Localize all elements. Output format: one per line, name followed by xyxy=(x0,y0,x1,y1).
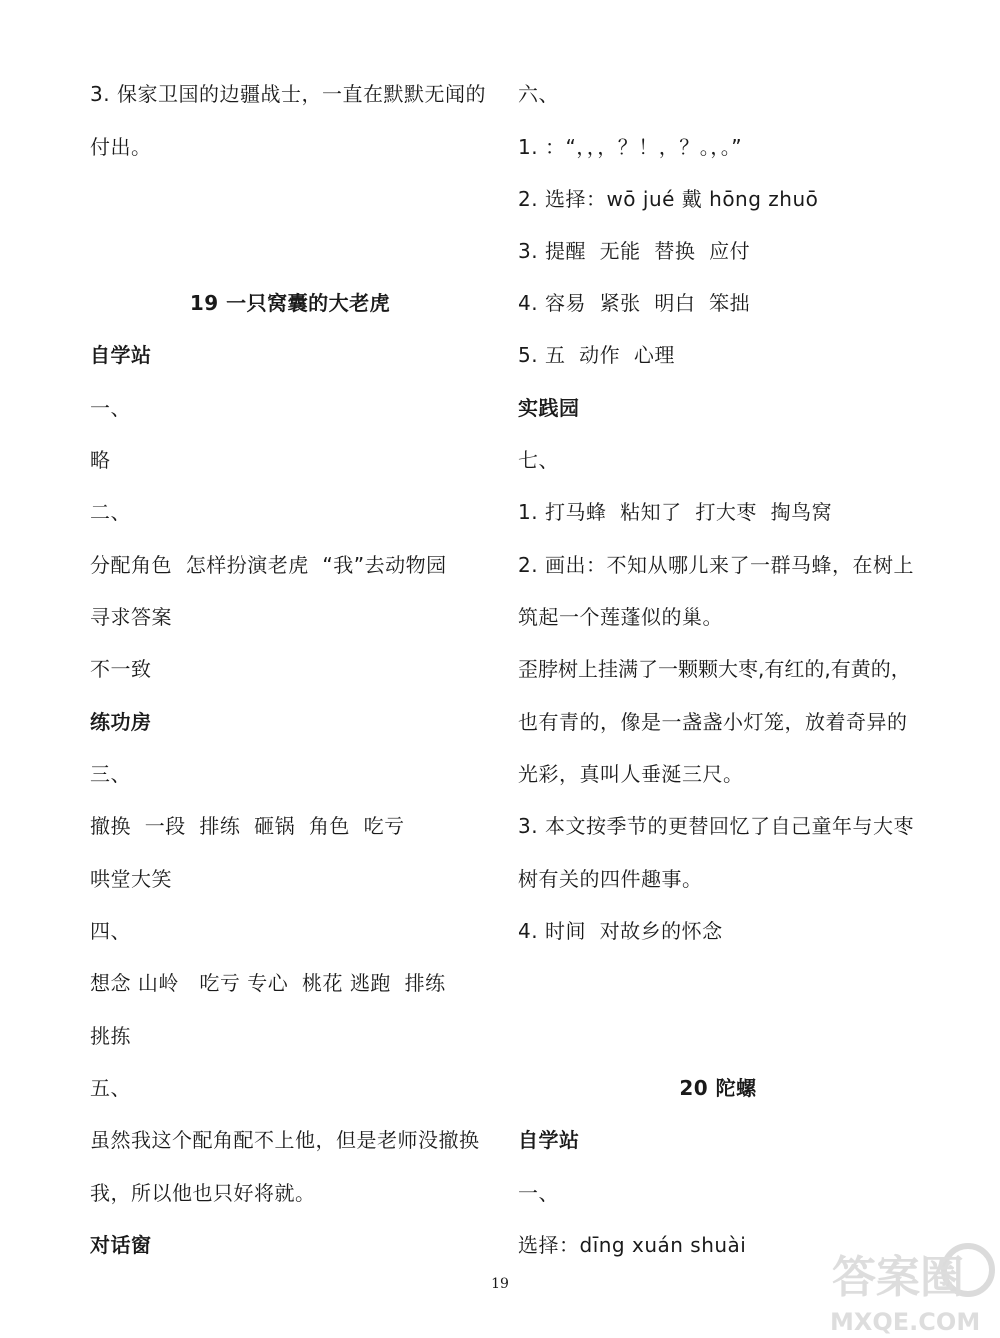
answer-line: 3. 提醒 无能 替换 应付 xyxy=(518,239,751,263)
answer-line: 4. 时间 对故乡的怀念 xyxy=(518,919,723,943)
answer-line: 1. 打马蜂 粘知了 打大枣 掏鸟窝 xyxy=(518,500,833,524)
question-number: 一、 xyxy=(90,396,131,420)
answer-line: 虽然我这个配角配不上他，但是老师没撤换 xyxy=(90,1128,480,1152)
answer-line: 2. 选择：wō jué 戴 hōng zhuō xyxy=(518,187,819,211)
answer-line: 也有青的，像是一盏盏小灯笼，放着奇异的 xyxy=(518,710,908,734)
answer-line: 5. 五 动作 心理 xyxy=(518,343,675,367)
watermark-logo-graphic xyxy=(816,1234,1000,1338)
question-number: 七、 xyxy=(518,448,559,472)
page-number: 19 xyxy=(491,1276,509,1292)
answer-line: 付出。 xyxy=(90,135,152,159)
answer-line: 想念 山岭 吃亏 专心 桃花 逃跑 排练 xyxy=(90,971,446,995)
answer-line: 1. ：“，，，？！，？。，。” xyxy=(518,135,743,159)
section-heading: 自学站 xyxy=(518,1128,580,1152)
section-heading: 实践园 xyxy=(518,396,580,420)
answer-line: 4. 容易 紧张 明白 笨拙 xyxy=(518,291,751,315)
watermark-url: MXQE.COM xyxy=(830,1308,981,1336)
lesson-title: 19 一只窝囊的大老虎 xyxy=(189,291,391,315)
watermark-logo xyxy=(816,1234,1000,1338)
section-heading: 自学站 xyxy=(90,343,152,367)
answer-line: 寻求答案 xyxy=(90,605,172,629)
answer-line: 2. 画出：不知从哪儿来了一群马蜂，在树上 xyxy=(518,553,914,577)
watermark-logo-text: 答案圈 xyxy=(832,1252,964,1303)
question-number: 一、 xyxy=(518,1181,559,1205)
answer-line: 歪脖树上挂满了一颗颗大枣,有红的,有黄的， xyxy=(518,657,911,681)
question-number: 六、 xyxy=(518,82,559,106)
answer-line: 我，所以他也只好将就。 xyxy=(90,1181,316,1205)
section-heading: 对话窗 xyxy=(90,1233,152,1257)
answer-line: 不一致 xyxy=(90,657,152,681)
answer-line: 树有关的四件趣事。 xyxy=(518,867,703,891)
question-number: 三、 xyxy=(90,762,131,786)
lesson-title: 20 陀螺 xyxy=(679,1076,757,1100)
answer-line: 筑起一个莲蓬似的巢。 xyxy=(518,605,723,629)
answer-line: 哄堂大笑 xyxy=(90,867,172,891)
question-number: 四、 xyxy=(90,919,131,943)
answer-line: 选择：dīng xuán shuài xyxy=(518,1233,747,1257)
answer-line: 挑拣 xyxy=(90,1024,131,1048)
answer-line: 3. 保家卫国的边疆战士，一直在默默无闻的 xyxy=(90,82,486,106)
question-number: 五、 xyxy=(90,1076,131,1100)
section-heading: 练功房 xyxy=(90,710,152,734)
answer-line: 分配角色 怎样扮演老虎 “我”去动物园 xyxy=(90,553,447,577)
answer-line: 略 xyxy=(90,448,111,472)
answer-line: 光彩，真叫人垂涎三尺。 xyxy=(518,762,744,786)
answer-line: 3. 本文按季节的更替回忆了自己童年与大枣 xyxy=(518,814,914,838)
question-number: 二、 xyxy=(90,500,131,524)
answer-line: 撤换 一段 排练 砸锅 角色 吃亏 xyxy=(90,814,405,838)
